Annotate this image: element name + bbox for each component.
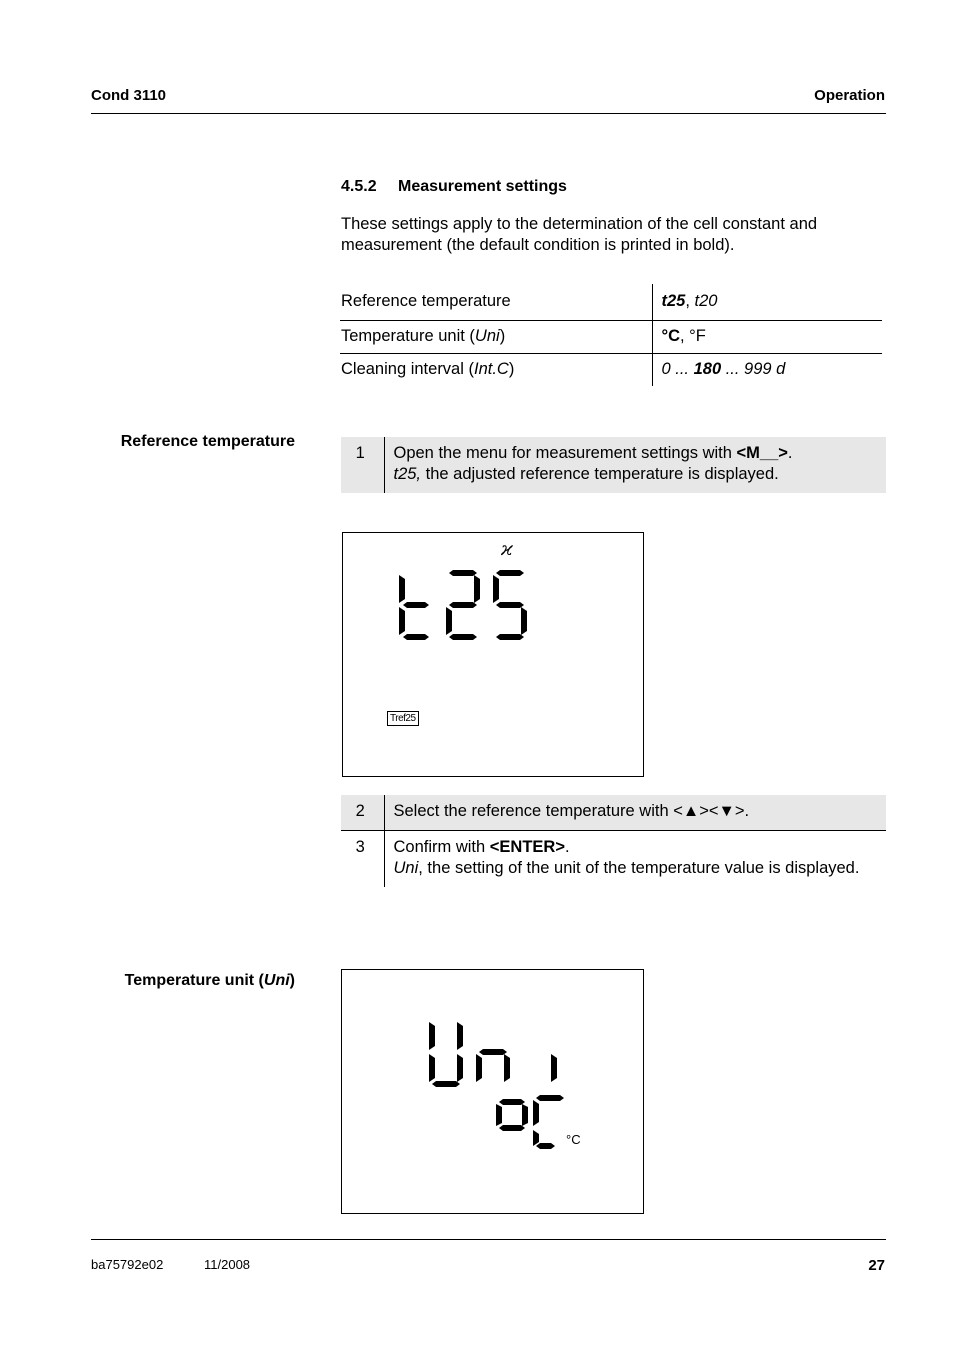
setting-name: Temperature unit (Uni) xyxy=(340,320,652,353)
footer-doc-number: ba75792e02 xyxy=(91,1257,164,1272)
settings-table xyxy=(340,284,882,386)
step-number: 1 xyxy=(341,437,384,493)
table-row xyxy=(340,284,882,320)
header-doc-title: Cond 3110 xyxy=(91,87,167,104)
step-text: Select the reference temperature with <▲><▼>. xyxy=(384,795,886,831)
step-text: Open the menu for measurement settings with <M__>. t25, the adjusted reference temperature is displayed. xyxy=(384,437,886,493)
down-arrow-icon: ▼ xyxy=(718,802,735,820)
step-number: 2 xyxy=(341,795,384,831)
page-number: 27 xyxy=(868,1257,885,1274)
footer-date: 11/2008 xyxy=(204,1257,251,1272)
lcd-display-reference-temperature xyxy=(342,532,644,777)
table-row xyxy=(340,353,882,386)
conductivity-icon: 𝜘 xyxy=(501,538,513,560)
celsius-indicator: °C xyxy=(566,1132,581,1147)
setting-name: Cleaning interval (Int.C) xyxy=(341,360,515,379)
side-heading-reference-temperature: Reference temperature xyxy=(120,433,295,450)
section-heading xyxy=(341,178,567,196)
step-number: 3 xyxy=(341,831,384,888)
step-row xyxy=(341,437,886,493)
lcd-display-temperature-unit xyxy=(341,969,644,1214)
lcd-digits-t25 xyxy=(343,533,645,778)
step-list-2 xyxy=(341,795,886,887)
section-title: Measurement settings xyxy=(398,178,567,195)
header-rule xyxy=(91,113,886,114)
setting-values: °C, °F xyxy=(652,320,882,353)
section-number: 4.5.2 xyxy=(341,178,377,195)
section-intro: These settings apply to the determination of the cell constant and measurement (the default condition is printed in bold). xyxy=(341,215,818,254)
setting-values: 0 ... 180 ... 999 d xyxy=(652,353,882,386)
table-row xyxy=(340,320,882,353)
footer-rule xyxy=(91,1239,886,1240)
step-text: Confirm with <ENTER>. Uni, the setting of the unit of the temperature value is displayed. xyxy=(393,838,860,877)
setting-values: t25, t20 xyxy=(652,284,882,320)
lcd-digits-uni xyxy=(342,970,645,1215)
step-row xyxy=(341,795,886,831)
tref25-indicator: Tref25 xyxy=(387,711,419,726)
up-arrow-icon: ▲ xyxy=(682,802,700,820)
setting-name: Reference temperature xyxy=(340,284,652,320)
step-list-1 xyxy=(341,437,886,493)
header-section-title: Operation xyxy=(814,87,885,104)
step-row xyxy=(341,831,886,888)
side-heading-temperature-unit: Temperature unit (Uni) xyxy=(124,972,295,989)
